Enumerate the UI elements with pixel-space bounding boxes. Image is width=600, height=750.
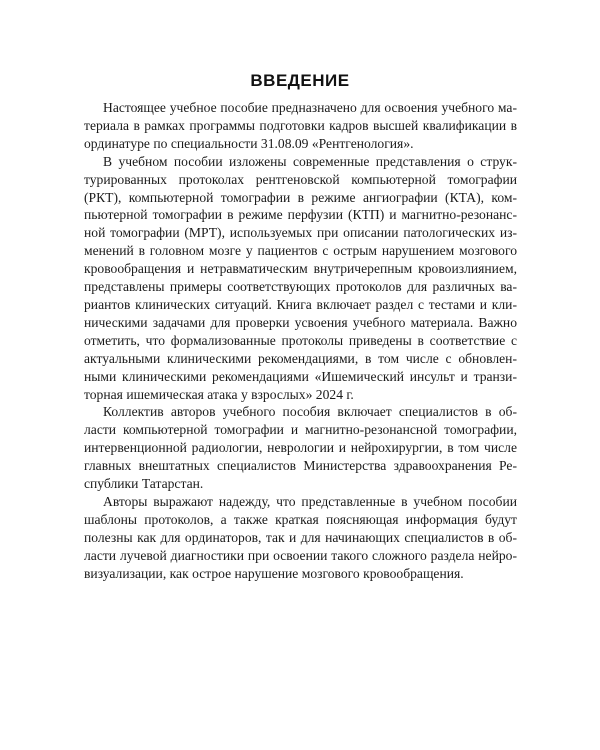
paragraph-intro: Настоящее учебное пособие предназначено для освоения учебного материала в рамках программы подготовки кадров высшей квалификации в ординатуре по специальности 31.08.09 «Рентгенология». <box>84 100 517 151</box>
paragraph-hope: Авторы выражают надежду, что представленные в учебном пособии шаблоны протоколов, а также краткая поясняющая информация будут полезны как для ординаторов, так и для начинающих специалистов в области лучевой диагностики при освоении такого сложного раздела нейровизуализации, как острое нарушение мозгового кровообращения. <box>84 493 517 581</box>
paragraph-authors: Коллектив авторов учебного пособия включает специалистов в области компьютерной томографии и магнитно-резонансной томографии, интервенционной радиологии, неврологии и нейрохирургии, в том числе главных внештатных специалистов Министерства здравоохранения Республики Татарстан. <box>84 404 517 492</box>
body-text <box>84 99 517 582</box>
page-heading: ВВЕДЕНИЕ <box>250 71 350 90</box>
paragraph-contents: В учебном пособии изложены современные представления о структурированных протоколах рентгеновской компьютерной томографии (РКТ), компьютерной томографии в режиме ангиографии (КТА), компьютерной томографии в режиме перфузии (КТП) и магнитно-резонансной томографии (МРТ), используемых при описании патологических изменений в головном мозге у пациентов с острым нарушением мозгового кровообращения и нетравматическим внутричерепным кровоизлиянием, представлены примеры соответствующих протоколов для различных вариантов клинических ситуаций. Книга включает раздел с тестами и клиническими задачами для проверки усвоения учебного материала. Важно отметить, что формализованные протоколы приведены в соответствие с актуальными клиническими рекомендациями, в том числе с обновленными клиническими рекомендациями «Ишемический инсульт и транзиторная ишемическая атака у взрослых» 2024 г. <box>84 153 517 402</box>
